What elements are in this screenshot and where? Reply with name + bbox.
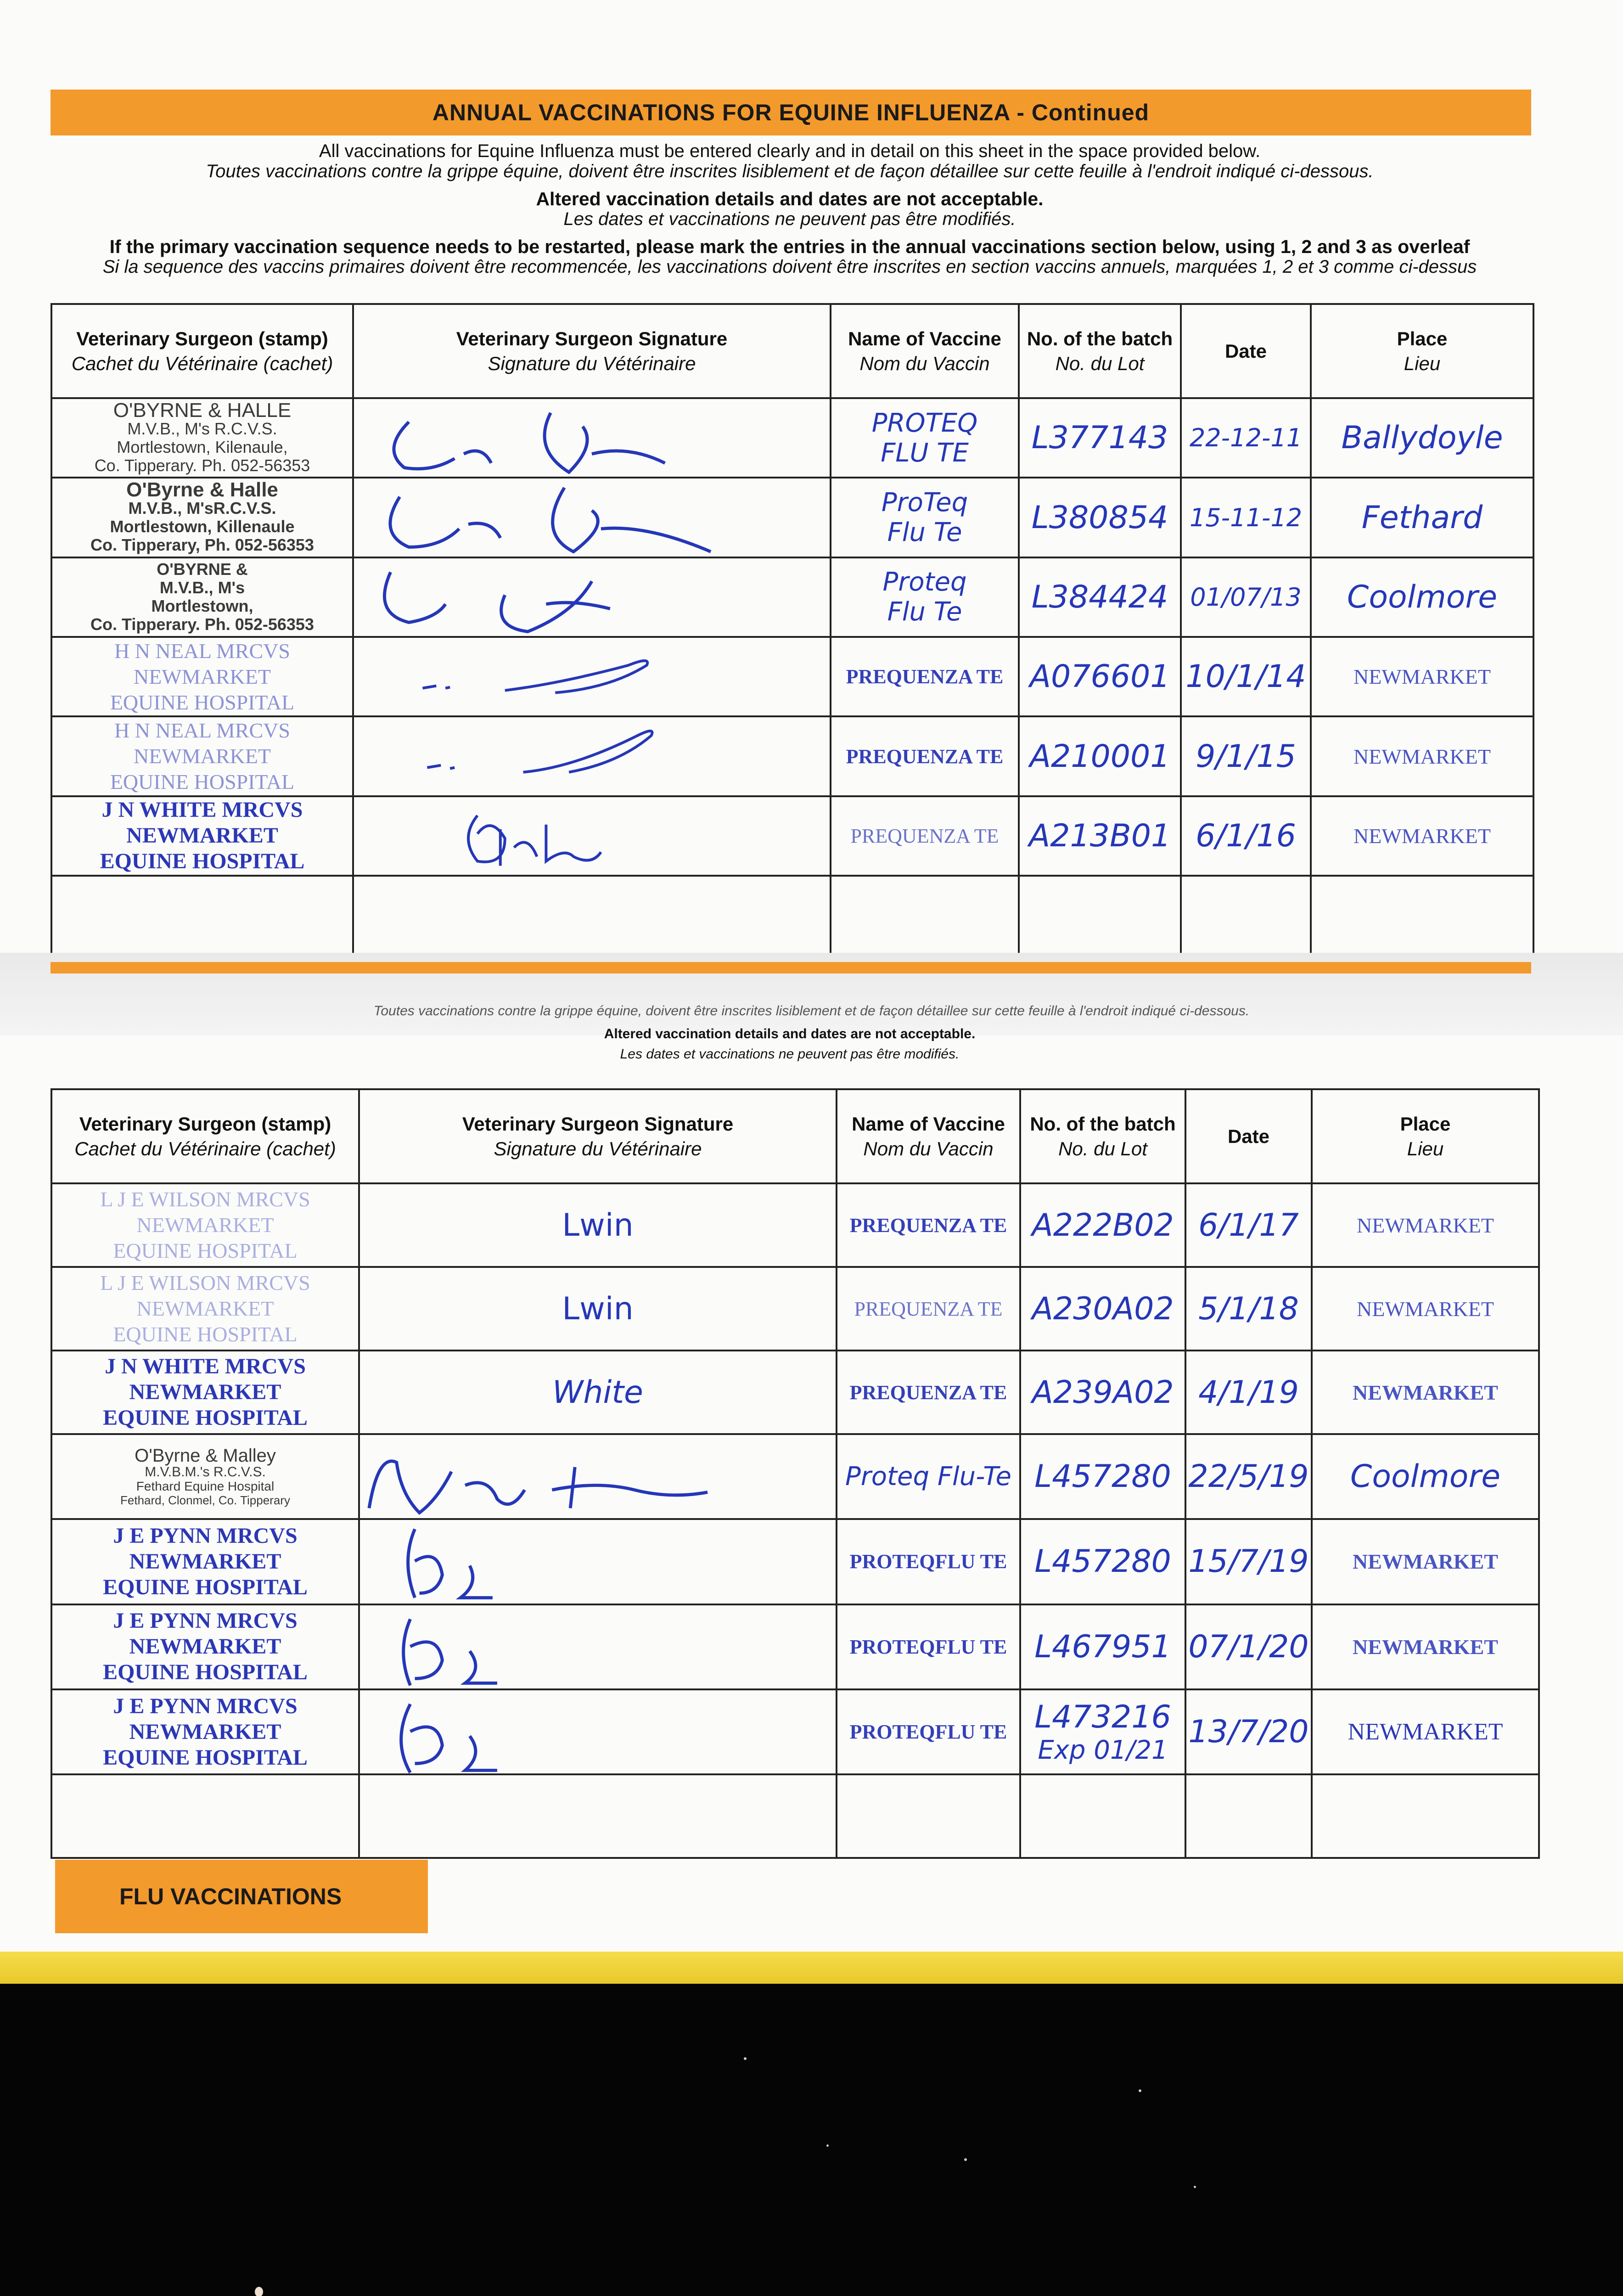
vaccine-name: PREQUENZA TE <box>831 796 1019 876</box>
page-title: ANNUAL VACCINATIONS FOR EQUINE INFLUENZA - Continued <box>432 100 1150 125</box>
vet-signature <box>353 637 831 716</box>
vet-signature <box>359 1604 837 1689</box>
table-row <box>51 1604 1539 1689</box>
vaccination-date: 15/7/19 <box>1185 1519 1312 1604</box>
table-header-row <box>51 304 1533 398</box>
batch-number: L457280 <box>1020 1434 1185 1519</box>
vet-stamp: L J E WILSON MRCVS NEWMARKET EQUINE HOSPITAL <box>51 1267 359 1351</box>
vaccination-place: Fethard <box>1311 478 1533 557</box>
col-place-header: Place Lieu <box>1312 1089 1539 1183</box>
instruction-en-3: If the primary vaccination sequence needs to be restarted, please mark the entries in the annual vaccinations section below, using 1, 2 and 3 as overleaf <box>109 236 1470 257</box>
instruction-fr-1: Toutes vaccinations contre la grippe équine, doivent être inscrites lisiblement et de façon détaillee sur cette feuille à l'endroit indiqué ci-dessous. <box>206 161 1374 181</box>
col-signature-header: Veterinary Surgeon Signature Signature du Vétérinaire <box>359 1089 837 1183</box>
vaccine-name: PREQUENZA TE <box>831 637 1019 716</box>
table-row <box>51 1434 1539 1519</box>
vet-signature <box>353 796 831 876</box>
vet-signature: Lwin <box>359 1267 837 1351</box>
vaccination-date: 07/1/20 <box>1185 1604 1312 1689</box>
col-batch-header: No. of the batch No. du Lot <box>1020 1089 1185 1183</box>
instruction-en-1: All vaccinations for Equine Influenza must be entered clearly and in detail on this sheet in the space provided below. <box>319 141 1261 161</box>
signature-scribble <box>354 638 830 715</box>
table-header-row <box>51 1089 1539 1183</box>
vaccine-name: Proteq Flu-Te <box>837 1434 1020 1519</box>
signature-scribble <box>354 399 830 477</box>
vaccination-place: NEWMARKET <box>1312 1604 1539 1689</box>
vaccination-date: 5/1/18 <box>1185 1267 1312 1351</box>
vet-signature <box>359 1434 837 1519</box>
table-row <box>51 1689 1539 1774</box>
instruction-en-2: Altered vaccination details and dates are not acceptable. <box>536 188 1044 209</box>
batch-number: A210001 <box>1019 716 1181 796</box>
vaccination-place: NEWMARKET <box>1312 1519 1539 1604</box>
signature-scribble <box>360 1435 836 1518</box>
vet-stamp: O'BYRNE & M.V.B., M's Mortlestown, Co. Tipperary. Ph. 052-56353 <box>51 557 353 637</box>
faded-title-bar <box>51 962 1531 974</box>
vaccination-place: NEWMARKET <box>1312 1351 1539 1434</box>
vaccination-date: 9/1/15 <box>1181 716 1311 796</box>
batch-number: L467951 <box>1020 1604 1185 1689</box>
batch-number: L380854 <box>1019 478 1181 557</box>
col-vaccine-header: Name of Vaccine Nom du Vaccin <box>831 304 1019 398</box>
table-row <box>51 796 1533 876</box>
title-bar <box>51 90 1531 135</box>
dust-speck <box>1194 2186 1196 2188</box>
vet-signature: White <box>359 1351 837 1434</box>
table-row <box>51 478 1533 557</box>
dark-background <box>0 1984 1623 2296</box>
signature-scribble <box>360 1690 836 1773</box>
vaccine-name: ProTeq Flu Te <box>831 478 1019 557</box>
vet-stamp: J E PYNN MRCVS NEWMARKET EQUINE HOSPITAL <box>51 1519 359 1604</box>
signature-scribble <box>354 717 830 795</box>
vet-stamp: H N NEAL MRCVS NEWMARKET EQUINE HOSPITAL <box>51 716 353 796</box>
vaccine-name: PREQUENZA TE <box>831 716 1019 796</box>
vaccine-name: PREQUENZA TE <box>837 1267 1020 1351</box>
vet-signature <box>353 478 831 557</box>
table-row <box>51 637 1533 716</box>
folder-edge <box>0 1952 1623 1984</box>
vet-stamp: L J E WILSON MRCVS NEWMARKET EQUINE HOSPITAL <box>51 1183 359 1267</box>
col-date-header: Date <box>1181 304 1311 398</box>
batch-number: L473216 Exp 01/21 <box>1020 1689 1185 1774</box>
instruction-fr-3: Si la sequence des vaccins primaires doivent être recommencée, les vaccinations doivent être inscrites en section vaccins annuels, marquées 1, 2 et 3 comme ci-dessus <box>102 257 1477 277</box>
vaccine-name: PREQUENZA TE <box>837 1351 1020 1434</box>
vet-stamp: O'Byrne & Malley M.V.B.M.'s R.C.V.S. Fethard Equine Hospital Fethard, Clonmel, Co. Tipperary <box>51 1434 359 1519</box>
table-row <box>51 557 1533 637</box>
batch-number: A230A02 <box>1020 1267 1185 1351</box>
vet-signature <box>353 716 831 796</box>
page-fold <box>0 953 1623 1035</box>
signature-scribble <box>354 797 830 875</box>
vaccination-place: Coolmore <box>1312 1434 1539 1519</box>
batch-number: A239A02 <box>1020 1351 1185 1434</box>
batch-number: L457280 <box>1020 1519 1185 1604</box>
vet-stamp: J N WHITE MRCVS NEWMARKET EQUINE HOSPITAL <box>51 796 353 876</box>
instruction-en-2b: Altered vaccination details and dates are not acceptable. <box>604 1026 976 1041</box>
vet-stamp: J N WHITE MRCVS NEWMARKET EQUINE HOSPITAL <box>51 1351 359 1434</box>
col-stamp-header: Veterinary Surgeon (stamp) Cachet du Vétérinaire (cachet) <box>51 304 353 398</box>
vet-stamp: J E PYNN MRCVS NEWMARKET EQUINE HOSPITAL <box>51 1689 359 1774</box>
faded-instruction-fr: Toutes vaccinations contre la grippe équine, doivent être inscrites lisiblement et de façon détaillee sur cette feuille à l'endroit indiqué ci-dessous. <box>373 1003 1250 1019</box>
vaccine-name: PROTEQ FLU TE <box>831 398 1019 478</box>
table-row <box>51 1351 1539 1434</box>
vaccine-name: PROTEQFLU TE <box>837 1519 1020 1604</box>
vaccination-table-2 <box>51 1088 1540 1859</box>
table-row <box>51 1183 1539 1267</box>
vaccination-date: 22/5/19 <box>1185 1434 1312 1519</box>
vaccination-date: 15-11-12 <box>1181 478 1311 557</box>
batch-number: L384424 <box>1019 557 1181 637</box>
dust-speck <box>826 2144 829 2147</box>
signature-scribble <box>354 478 830 556</box>
col-stamp-header: Veterinary Surgeon (stamp) Cachet du Vétérinaire (cachet) <box>51 1089 359 1183</box>
vaccination-table-1 <box>51 303 1534 982</box>
vet-signature <box>359 1689 837 1774</box>
vaccination-date: 6/1/16 <box>1181 796 1311 876</box>
vaccine-name: Proteq Flu Te <box>831 557 1019 637</box>
vet-signature <box>359 1519 837 1604</box>
signature-scribble <box>354 558 830 636</box>
col-date-header: Date <box>1185 1089 1312 1183</box>
vaccination-date: 13/7/20 <box>1185 1689 1312 1774</box>
vaccination-place: Coolmore <box>1311 557 1533 637</box>
instruction-fr-2: Les dates et vaccinations ne peuvent pas être modifiés. <box>563 209 1016 229</box>
flu-vaccinations-tab: FLU VACCINATIONS <box>55 1860 428 1933</box>
table-row <box>51 716 1533 796</box>
instruction-fr-2b: Les dates et vaccinations ne peuvent pas être modifiés. <box>620 1047 960 1062</box>
table-row <box>51 398 1533 478</box>
vaccination-place: Ballydoyle <box>1311 398 1533 478</box>
vaccination-place: NEWMARKET <box>1311 716 1533 796</box>
vaccine-name: PROTEQFLU TE <box>837 1604 1020 1689</box>
vet-signature <box>353 557 831 637</box>
col-signature-header: Veterinary Surgeon Signature Signature du Vétérinaire <box>353 304 831 398</box>
table-row <box>51 1267 1539 1351</box>
vet-signature <box>353 398 831 478</box>
col-place-header: Place Lieu <box>1311 304 1533 398</box>
vaccination-place: NEWMARKET <box>1312 1689 1539 1774</box>
vet-stamp: O'BYRNE & HALLE M.V.B., M's R.C.V.S. Mortlestown, Kilenaule, Co. Tipperary. Ph. 052-56353 <box>51 398 353 478</box>
vet-signature: Lwin <box>359 1183 837 1267</box>
col-batch-header: No. of the batch No. du Lot <box>1019 304 1181 398</box>
vaccination-date: 6/1/17 <box>1185 1183 1312 1267</box>
vaccination-date: 10/1/14 <box>1181 637 1311 716</box>
dust-speck <box>964 2158 967 2161</box>
table-row-empty <box>51 1774 1539 1858</box>
table-row-empty <box>51 876 1533 954</box>
batch-number: A076601 <box>1019 637 1181 716</box>
col-vaccine-header: Name of Vaccine Nom du Vaccin <box>837 1089 1020 1183</box>
dust-speck <box>744 2057 747 2060</box>
vaccination-place: NEWMARKET <box>1312 1183 1539 1267</box>
vaccination-place: NEWMARKET <box>1312 1267 1539 1351</box>
vaccination-place: NEWMARKET <box>1311 637 1533 716</box>
vaccination-date: 4/1/19 <box>1185 1351 1312 1434</box>
vaccine-name: PROTEQFLU TE <box>837 1689 1020 1774</box>
vaccine-name: PREQUENZA TE <box>837 1183 1020 1267</box>
table-row <box>51 1519 1539 1604</box>
instructions <box>51 138 1529 280</box>
batch-number: A213B01 <box>1019 796 1181 876</box>
dust-speck <box>255 2287 263 2296</box>
vet-stamp: O'Byrne & Halle M.V.B., M'sR.C.V.S. Mortlestown, Killenaule Co. Tipperary, Ph. 052-56353 <box>51 478 353 557</box>
batch-number: L377143 <box>1019 398 1181 478</box>
vaccination-date: 22-12-11 <box>1181 398 1311 478</box>
signature-scribble <box>360 1520 836 1603</box>
vet-stamp: H N NEAL MRCVS NEWMARKET EQUINE HOSPITAL <box>51 637 353 716</box>
signature-scribble <box>360 1605 836 1688</box>
instructions-2 <box>51 1024 1529 1064</box>
vaccination-date: 01/07/13 <box>1181 557 1311 637</box>
vaccination-place: NEWMARKET <box>1311 796 1533 876</box>
dust-speck <box>1139 2089 1141 2092</box>
vet-stamp: J E PYNN MRCVS NEWMARKET EQUINE HOSPITAL <box>51 1604 359 1689</box>
batch-number: A222B02 <box>1020 1183 1185 1267</box>
